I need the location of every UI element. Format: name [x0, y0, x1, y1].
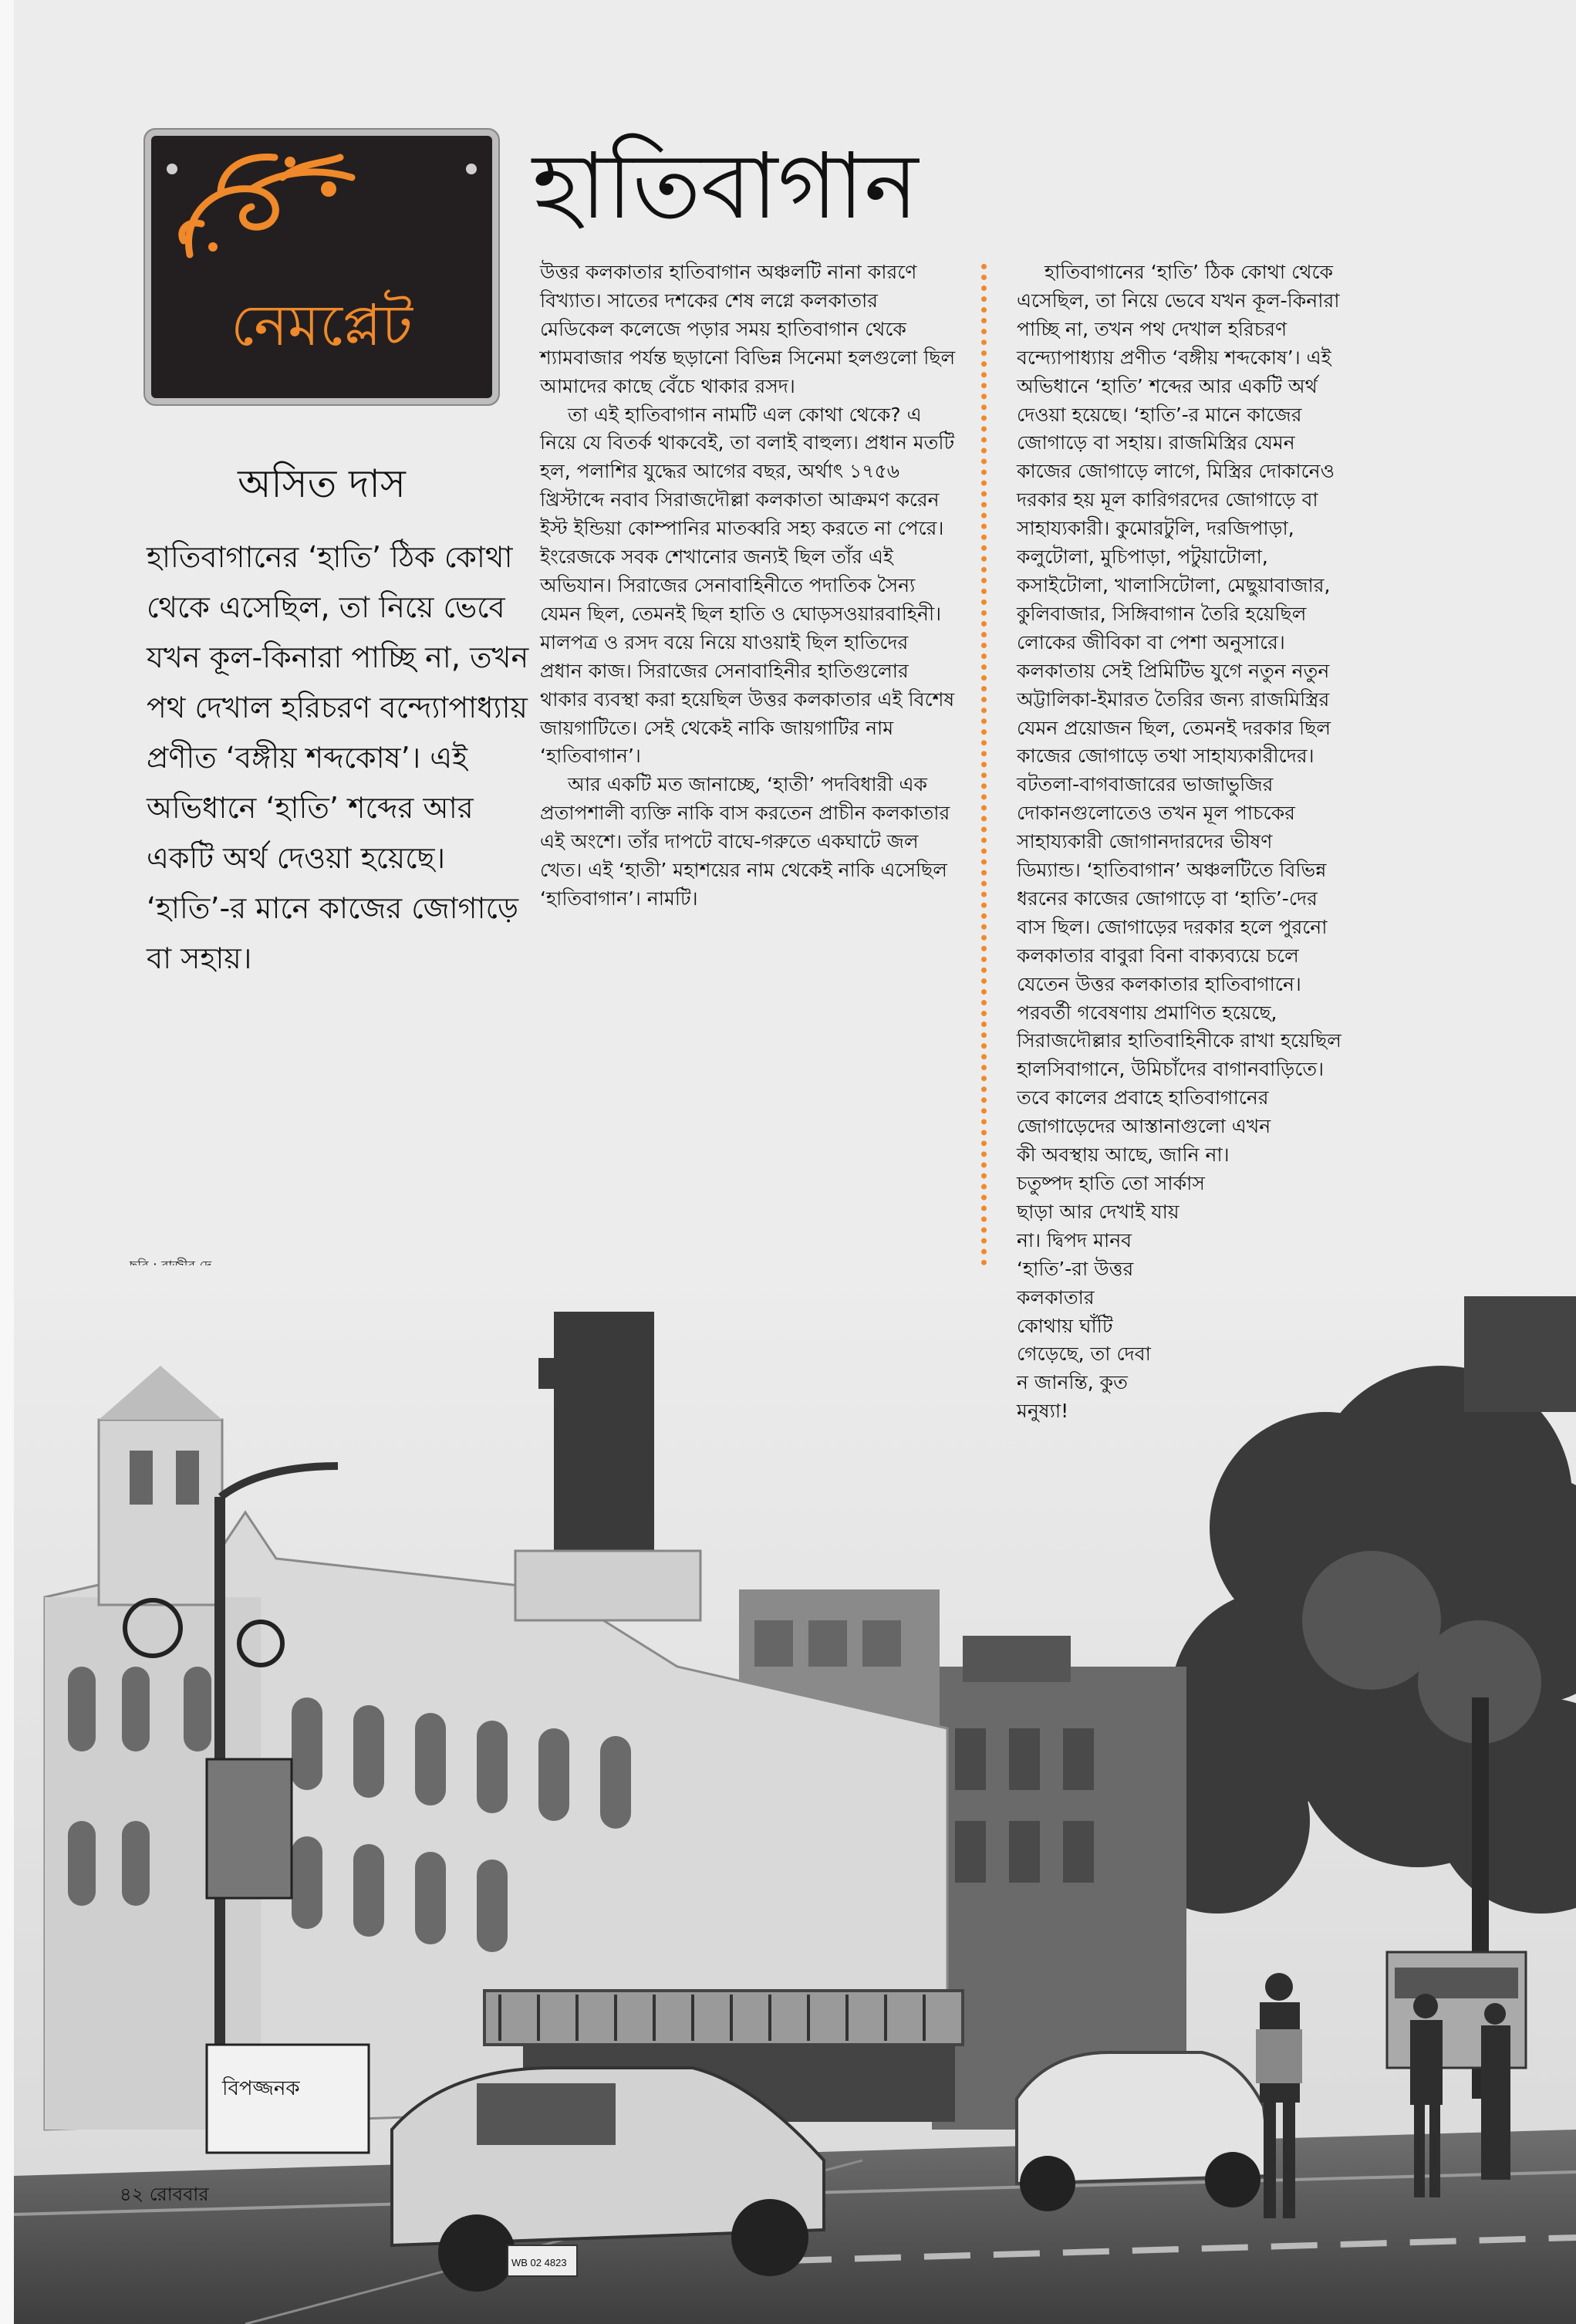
- text-line: সিরাজদৌল্লার হাতিবাহিনীকে রাখা হয়েছিল: [1017, 1029, 1341, 1052]
- pin-icon: [466, 164, 477, 174]
- text-line: ডিম্যান্ড। ‘হাতিবাগান’ অঞ্চলটিতে বিভিন্ন: [1017, 859, 1327, 882]
- text-line: বটতলা-বাগবাজারের ভাজাভুজির: [1017, 773, 1274, 796]
- text-line: কলকাতায় সেই প্রিমিটিভ যুগে নতুন নতুন: [1017, 659, 1330, 682]
- text-line: দেওয়া হয়েছে। ‘হাতি’-র মানে কাজের: [1017, 403, 1302, 426]
- article-column-2: [1017, 258, 1449, 1426]
- page-number: ৪২ রোববার: [120, 2184, 209, 2205]
- text-line: ছাড়া আর দেখাই যায়: [1017, 1200, 1179, 1223]
- author-name: অসিত দাস: [238, 461, 406, 506]
- paragraph: আর একটি মত জানাচ্ছে, ‘হাতী’ পদবিধারী এক প্রতাপশালী ব্যক্তি নাকি বাস করতেন প্রাচীন কলকাতার এই অংশে। তাঁর দাপটে বাঘে-গরুতে একঘাটে জল খেত। এই ‘হাতী’ মহাশয়ের নাম থেকেই নাকি এসেছিল ‘হাতিবাগান’। নামটি।: [540, 773, 950, 910]
- text-line: না। দ্বিপদ মানব: [1017, 1228, 1132, 1252]
- text-line: কাজের জোগাড়ে তথা সাহায্যকারীদের।: [1017, 745, 1314, 768]
- text-line: পরবর্তী গবেষণায় প্রমাণিত হয়েছে,: [1017, 1001, 1277, 1024]
- text-line: দোকানগুলোতেও তখন মূল পাচকের: [1017, 802, 1295, 825]
- text-line: সাহায্যকারী জোগানদারদের ভীষণ: [1017, 830, 1273, 853]
- text-line: কলকাতার: [1017, 1285, 1095, 1309]
- paragraph: তা এই হাতিবাগান নামটি এল কোথা থেকে? এ নিয়ে যে বিতর্ক থাকবেই, তা বলাই বাহুল্য। প্রধান মতটি হল, পলাশির যুদ্ধের আগের বছর, অর্থাৎ ১৭৫৬ খ্রিস্টাব্দে নবাব সিরাজদৌল্লা কলকাতা আক্রমণ করেন ইস্ট ইন্ডিয়া কোম্পানির মাতব্বরি সহ্য করতে না পেরে। ইংরেজকে সবক শেখানোর জন্যই ছিল তাঁর এই অভিযান। সিরাজের সেনাবাহিনীতে পদাতিক সৈন্য যেমন ছিল, তেমনই ছিল হাতি ও ঘোড়সওয়ারবাহিনী। মালপত্র ও রসদ বয়ে নিয়ে যাওয়াই ছিল হাতিদের প্রধান কাজ। সিরাজের সেনাবাহিনীর হাতিগুলোর থাকার ব্যবস্থা করা হয়েছিল উত্তর কলকাতার এই বিশেষ জায়গাটিতে। সেই থেকেই নাকি জায়গাটির নাম ‘হাতিবাগান’।: [540, 403, 955, 768]
- text-line: সাহায্যকারী। কুমোরটুলি, দরজিপাড়া,: [1017, 517, 1294, 540]
- text-line: কসাইটোলা, খালাসিটোলা, মেছুয়াবাজার,: [1017, 573, 1331, 596]
- text-line: হালসিবাগানে, উমিচাঁদের বাগানবাড়িতে।: [1017, 1058, 1325, 1081]
- text-line: মনুষ্যা!: [1017, 1400, 1069, 1423]
- text-line: ন জানন্তি, কুত: [1017, 1371, 1128, 1394]
- text-line: জোগাড়ে বা সহায়। রাজমিস্ত্রির যেমন: [1017, 431, 1295, 454]
- text-line: এসেছিল, তা নিয়ে ভেবে যখন কূল-কিনারা: [1017, 289, 1340, 312]
- text-line: হাতিবাগানের ‘হাতি’ ঠিক কোথা থেকে: [1044, 261, 1333, 283]
- page-edge: [0, 0, 14, 2324]
- text-line: অভিধানে ‘হাতি’ শব্দের আর একটি অর্থ: [1017, 374, 1318, 397]
- text-line: দরকার হয় মূল কারিগরদের জোগাড়ে বা: [1017, 488, 1318, 512]
- nameplate-label: নেমপ্লেট: [231, 292, 413, 359]
- text-line: বাস ছিল। জোগাড়ের দরকার হলে পুরনো: [1017, 915, 1328, 938]
- text-line: গেড়েছে, তা দেবা: [1017, 1343, 1151, 1366]
- text-line: বন্দ্যোপাধ্যায় প্রণীত ‘বঙ্গীয় শব্দকোষ’। এই: [1017, 346, 1331, 369]
- text-line: কী অবস্থায় আছে, জানি না।: [1017, 1143, 1230, 1167]
- poster-text: বিপজ্জনক: [222, 2076, 300, 2099]
- text-line: পাচ্ছি না, তখন পথ দেখাল হরিচরণ: [1017, 317, 1287, 340]
- intro-pullquote: হাতিবাগানের ‘হাতি’ ঠিক কোথা থেকে এসেছিল, তা নিয়ে ভেবে যখন কূল-কিনারা পাচ্ছি না, তখন পথ দেখাল হরিচরণ বন্দ্যোপাধ্যায় প্রণীত ‘বঙ্গীয় শব্দকোষ’। এই অভিধানে ‘হাতি’ শব্দের আর একটি অর্থ দেওয়া হয়েছে। ‘হাতি’-র মানে কাজের জোগাড়ে বা সহায়।: [147, 540, 529, 975]
- text-line: ‘হাতি’-রা উত্তর: [1017, 1257, 1134, 1280]
- text-line: কলকাতার বাবুরা বিনা বাক্যব্যয়ে চলে: [1017, 944, 1299, 967]
- text-line: তবে কালের প্রবাহে হাতিবাগানের: [1017, 1086, 1269, 1110]
- text-line: কুলিবাজার, সিঙ্গিবাগান তৈরি হয়েছিল: [1017, 602, 1307, 625]
- article-title: হাতিবাগান: [532, 133, 919, 239]
- car-plate: WB 02 4823: [511, 2257, 567, 2268]
- text-line: কাজের জোগাড়ে লাগে, মিস্ত্রির দোকানেও: [1017, 460, 1335, 483]
- text-line: যেতেন উত্তর কলকাতার হাতিবাগানে।: [1017, 972, 1301, 995]
- paragraph: উত্তর কলকাতার হাতিবাগান অঞ্চলটি নানা কারণে বিখ্যাত। সাতের দশকের শেষ লগ্নে কলকাতার মেডিকেল কলেজে পড়ার সময় হাতিবাগান থেকে শ্যামবাজার পর্যন্ত ছড়ানো বিভিন্ন সিনেমা হলগুলো ছিল আমাদের কাছে বেঁচে থাকার রসদ।: [540, 261, 956, 397]
- text-line: কোথায় ঘাঁটি: [1017, 1314, 1113, 1337]
- nameplate-badge: [151, 136, 492, 398]
- text-line: যেমন প্রয়োজন ছিল, তেমনই দরকার ছিল: [1017, 716, 1331, 739]
- text-line: চতুষ্পদ হাতি তো সার্কাস: [1017, 1172, 1205, 1194]
- text-line: অট্টালিকা-ইমারত তৈরির জন্য রাজমিস্ত্রির: [1017, 687, 1330, 711]
- ornament-swirl-icon: [167, 147, 367, 278]
- text-line: কলুটোলা, মুচিপাড়া, পটুয়াটোলা,: [1017, 546, 1268, 569]
- text-line: লোকের জীবিকা বা পেশা অনুসারে।: [1017, 630, 1285, 654]
- text-line: ধরনের কাজের জোগাড়ে বা ‘হাতি’-দের: [1017, 887, 1318, 910]
- article-column-1: [540, 258, 957, 914]
- text-line: জোগাড়েদের আস্তানাগুলো এখন: [1017, 1115, 1271, 1138]
